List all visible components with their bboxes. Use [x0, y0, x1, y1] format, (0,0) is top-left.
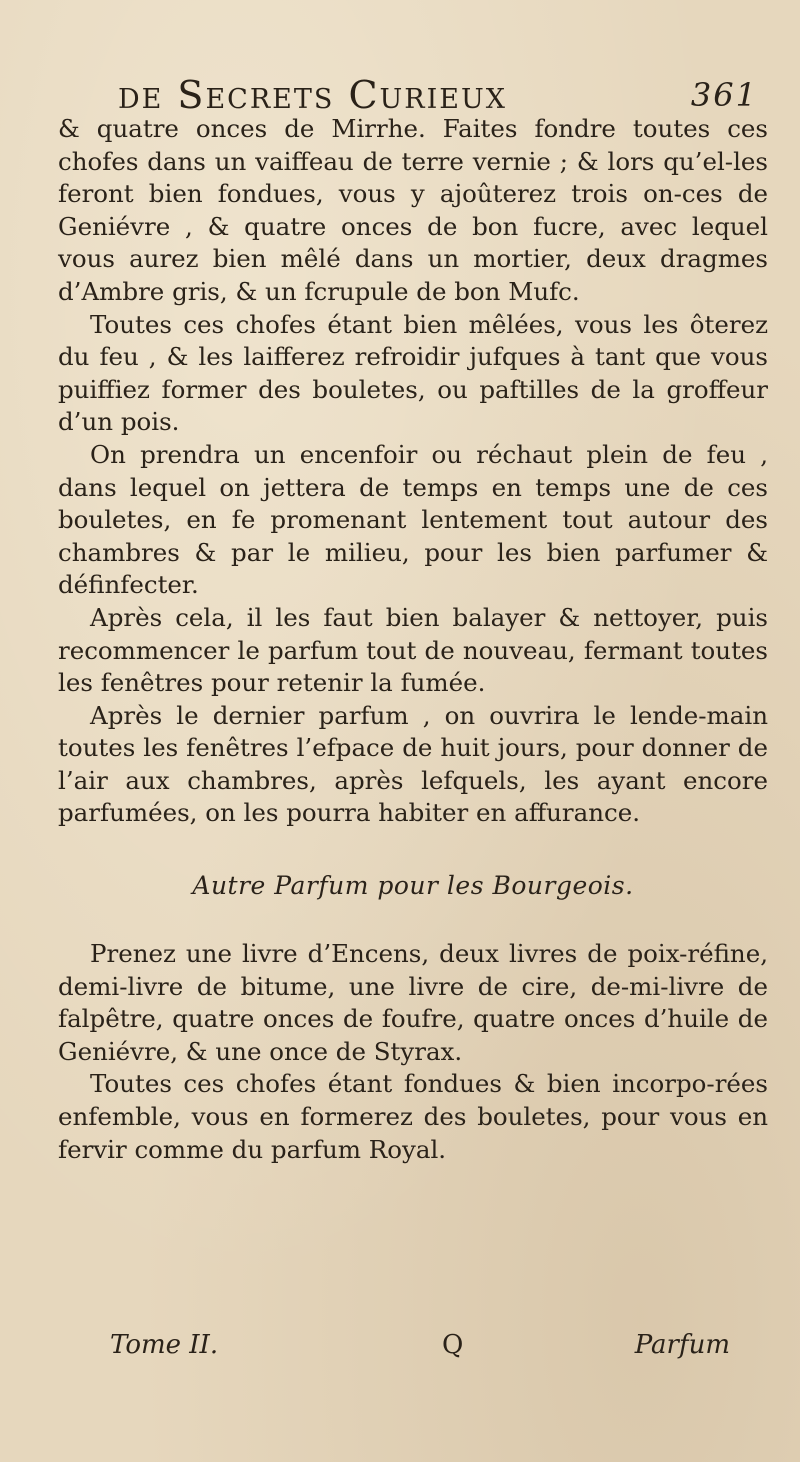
running-title: de Secrets Curieux — [118, 73, 507, 117]
paragraph-4: Après cela, il les faut bien balayer & nettoyer, puis recommencer le parfum tout de nouveau, fermant toutes les fenêtres pour retenir la fumée. — [58, 602, 768, 698]
page-footer — [110, 1325, 730, 1365]
page-number: 361 — [690, 76, 758, 114]
paragraph-3: On prendra un encenfoir ou réchaut plein de feu , dans lequel on jettera de temps en temps une de ces bouletes, en fe promenant lentement tout autour des chambres & par le milieu, pour les bien parfumer & définfecter. — [58, 439, 768, 600]
signature-mark: Q — [442, 1330, 464, 1360]
paragraph-6: Prenez une livre d’Encens, deux livres de poix-réfine, demi-livre de bitume, une livre de cire, de-mi-livre de falpêtre, quatre onces de foufre, quatre onces d’huile de Geniévre, & une once de Styrax. — [58, 939, 768, 1066]
catchword: Parfum — [634, 1330, 730, 1360]
section-heading: Autre Parfum pour les Bourgeois. — [192, 871, 634, 901]
paragraph-2: Toutes ces chofes étant bien mêlées, vous les ôterez du feu , & les laifferez refroidir jufques à tant que vous puiffiez former des bouletes, ou paftilles de la groffeur d’un pois. — [58, 309, 768, 437]
paragraph-5: Après le dernier parfum , on ouvrira le lende-main toutes les fenêtres l’efpace de huit jours, pour donner de l’air aux chambres, après lefquels, les ayant encore parfumées, on les pourra habiter en affurance. — [58, 700, 768, 828]
volume-mark: Tome II. — [110, 1330, 219, 1360]
body-text — [58, 113, 768, 1166]
paragraph-7: Toutes ces chofes étant fondues & bien incorpo-rées enfemble, vous en formerez des bouletes, pour vous en fervir comme du parfum Royal. — [58, 1069, 768, 1164]
paragraph-1: & quatre onces de Mirrhe. Faites fondre toutes ces chofes dans un vaiffeau de terre vernie ; & lors qu’el-les feront bien fondues, vous y ajoûterez trois on-ces de Geniévre , & quatre onces de bon fucre, avec lequel vous aurez bien mêlé dans un mortier, deux dragmes d’Ambre gris, & un fcrupule de bon Mufc. — [58, 114, 768, 306]
